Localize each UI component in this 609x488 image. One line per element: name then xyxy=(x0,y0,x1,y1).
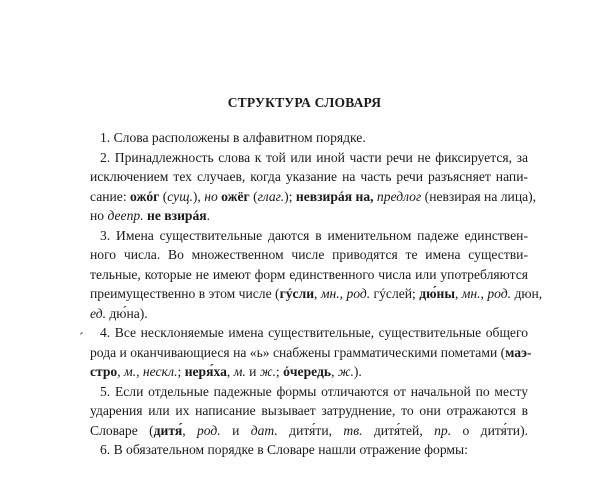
grammar-label: тв. xyxy=(343,422,363,438)
text-line xyxy=(90,226,528,246)
grammar-label: пр. xyxy=(434,422,452,438)
text-line xyxy=(90,167,528,187)
grammar-label: ж. xyxy=(337,364,354,379)
section-title: СТРУКТУРА СЛОВАРЯ xyxy=(227,95,382,110)
headword: óчередь xyxy=(283,364,332,379)
headword: гýсли xyxy=(279,286,315,301)
headword: невзирáя на, xyxy=(295,188,374,204)
grammar-label: ж. xyxy=(259,364,276,379)
text-line xyxy=(90,401,528,421)
text-segment: ( xyxy=(159,188,168,204)
text-line xyxy=(90,343,532,363)
headword: стро xyxy=(90,364,118,379)
text-line xyxy=(90,128,528,148)
headword: ожóг xyxy=(130,188,160,204)
grammar-label: сущ. xyxy=(167,188,193,204)
grammar-label: м. xyxy=(233,364,246,379)
grammar-label: м., нескл. xyxy=(124,364,178,379)
grammar-label: предлог xyxy=(376,188,422,204)
text-segment: преимущественно в этом числе ( xyxy=(90,286,280,301)
text-line xyxy=(90,304,528,324)
text-line xyxy=(90,284,543,304)
text-segment: , xyxy=(182,422,197,438)
section-body xyxy=(90,128,543,460)
grammar-label: но xyxy=(204,188,218,204)
text-segment: , xyxy=(454,286,462,301)
text-segment: , xyxy=(314,286,321,301)
text-line xyxy=(90,265,528,285)
text-segment: ного числа. Во множественном числе приводятся те имена существи- xyxy=(90,247,528,262)
text-line xyxy=(90,245,528,265)
text-segment: дитя́тей, xyxy=(362,422,435,438)
text-segment: , xyxy=(331,364,338,379)
text-segment: и xyxy=(220,422,251,438)
grammar-label: дат. xyxy=(250,422,278,438)
headword: дю́ны xyxy=(419,286,455,301)
text-segment: ). xyxy=(353,364,362,379)
text-line xyxy=(90,440,528,460)
text-segment: и xyxy=(245,364,260,379)
text-segment: . xyxy=(206,208,211,223)
text-segment: , xyxy=(226,364,234,379)
text-segment: (невзирая на лица), xyxy=(421,188,537,204)
text-segment: 6. В обязательном порядке в Словаре нашли отражение формы: xyxy=(100,442,468,457)
text-segment: ), xyxy=(192,188,205,204)
text-segment: но xyxy=(90,208,108,223)
grammar-label: деепр. xyxy=(107,208,144,223)
headword: не взирáя xyxy=(147,208,207,223)
text-segment: дитя́ти, xyxy=(277,422,344,438)
text-segment: 4. Все несклоняемые имена существительные, существительные общего xyxy=(100,325,528,340)
margin-accent-mark: ´ xyxy=(79,331,84,346)
grammar-label: ед. xyxy=(90,305,106,321)
text-segment: дюн, xyxy=(511,286,543,301)
text-segment: ударения или их написание вызывает затруднение, то они отражаются в xyxy=(90,403,528,418)
grammar-label: мн., род. xyxy=(461,286,512,301)
text-segment: гýслей; xyxy=(370,286,420,301)
text-segment: Словаре ( xyxy=(90,422,154,438)
text-line xyxy=(90,148,528,168)
text-line xyxy=(90,187,537,207)
text-segment: ; xyxy=(177,364,185,379)
text-segment: исключением тех случаев, когда указание на часть речи разъясняет напи- xyxy=(90,169,528,184)
text-segment: тельные, которые не имеют форм единственного числа или употребляются xyxy=(90,266,528,282)
text-segment: ( xyxy=(249,188,258,204)
headword: ожёг xyxy=(221,188,250,204)
text-segment: сание: xyxy=(90,188,130,204)
text-segment: о дитя́ти). xyxy=(451,422,528,438)
text-segment: , xyxy=(117,364,125,379)
text-line xyxy=(90,382,528,402)
text-segment: рода и оканчивающиеся на «ь» снабжены грамматическими пометами ( xyxy=(90,344,506,360)
text-segment: ; xyxy=(275,364,284,379)
headword: маэ- xyxy=(505,344,532,360)
text-line xyxy=(90,421,528,441)
text-segment: дю́на). xyxy=(105,305,148,321)
text-line xyxy=(90,206,528,226)
grammar-label: род. xyxy=(197,422,221,438)
text-segment: ); xyxy=(284,188,296,204)
text-segment: 5. Если отдельные падежные формы отличаются от начальной по месту xyxy=(100,383,528,399)
grammar-label: мн., род. xyxy=(320,286,371,301)
headword: неря́ха xyxy=(184,364,227,379)
grammar-label: глаг. xyxy=(257,188,285,204)
text-line xyxy=(90,323,528,343)
text-segment: 1. Слова расположены в алфавитном порядке. xyxy=(100,130,366,145)
headword: дитя́ xyxy=(153,422,183,438)
text-segment: 3. Имена существительные даются в именительном падеже единствен- xyxy=(100,227,528,243)
text-line xyxy=(90,362,528,382)
text-segment: 2. Принадлежность слова к той или иной части речи не фиксируется, за xyxy=(100,149,528,165)
